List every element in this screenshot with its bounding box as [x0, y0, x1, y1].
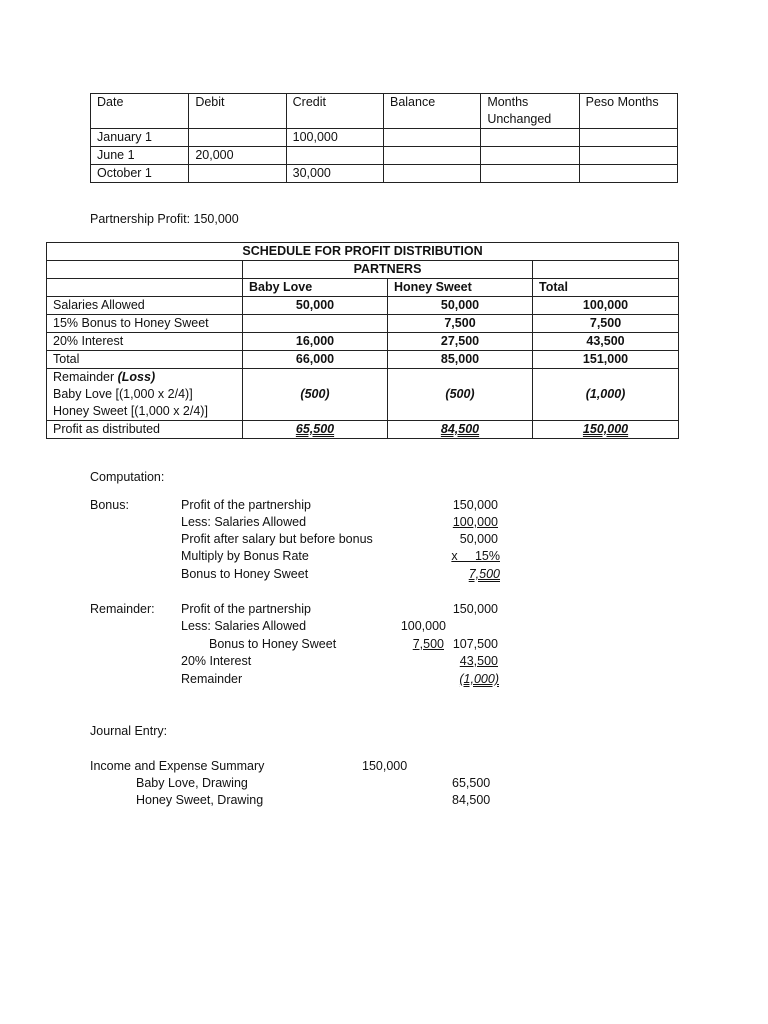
capital-ledger-table — [90, 93, 678, 183]
ledger-balance — [383, 165, 480, 183]
ledger-date: January 1 — [91, 129, 189, 147]
bonus-desc: Profit after salary but before bonus — [181, 532, 373, 546]
row-total: 151,000 — [533, 351, 679, 369]
journal-credit-account: Honey Sweet, Drawing — [136, 793, 264, 807]
row-label: Salaries Allowed — [47, 297, 243, 315]
schedule-row — [47, 351, 679, 369]
ledger-credit — [286, 147, 383, 165]
schedule-subtitle-row — [47, 261, 679, 279]
ledger-debit: 20,000 — [189, 147, 286, 165]
schedule-title-row — [47, 243, 679, 261]
ledger-header-balance: Balance — [383, 94, 480, 129]
row-label: 20% Interest — [47, 333, 243, 351]
remainder-desc: Less: Salaries Allowed — [181, 619, 307, 633]
distributed-honey: 84,500 — [440, 422, 480, 436]
bonus-value: 150,000 — [452, 498, 498, 512]
bonus-value: x 15% — [451, 549, 500, 563]
remainder-label: Remainder — [53, 370, 115, 384]
ledger-peso — [579, 165, 677, 183]
ledger-header-debit: Debit — [189, 94, 286, 129]
row-total: 100,000 — [533, 297, 679, 315]
distributed-total-cell — [533, 421, 679, 439]
schedule-row — [47, 315, 679, 333]
remainder-honey: (500) — [388, 369, 533, 421]
bonus-label: Bonus: — [90, 498, 129, 512]
remainder-label: Remainder: — [90, 602, 155, 616]
remainder-labels — [47, 369, 243, 421]
remainder-desc: Profit of the partnership — [181, 602, 311, 616]
months-line1: Months — [487, 95, 529, 109]
ledger-balance — [383, 147, 480, 165]
ledger-credit: 30,000 — [286, 165, 383, 183]
distributed-total: 150,000 — [582, 422, 629, 436]
remainder-desc: Bonus to Honey Sweet — [209, 637, 337, 651]
row-label: Total — [47, 351, 243, 369]
ledger-row — [91, 165, 678, 183]
remainder-v1: 100,000 — [400, 619, 446, 633]
remainder-v2: 43,500 — [459, 654, 498, 668]
row-total: 43,500 — [533, 333, 679, 351]
blank-cell — [533, 261, 679, 279]
remainder-v2: (1,000) — [459, 672, 499, 686]
ledger-header-date: Date — [91, 94, 189, 129]
row-baby: 16,000 — [243, 333, 388, 351]
remainder-honey-label: Honey Sweet [(1,000 x 2/4)] — [53, 404, 208, 418]
col-total: Total — [533, 279, 679, 297]
journal-debit-amount: 150,000 — [362, 759, 408, 773]
remainder-desc: 20% Interest — [181, 654, 252, 668]
ledger-peso — [579, 129, 677, 147]
ledger-date: October 1 — [91, 165, 189, 183]
ledger-header-months — [481, 94, 579, 129]
bonus-desc: Profit of the partnership — [181, 498, 311, 512]
row-baby — [243, 315, 388, 333]
blank-cell — [47, 279, 243, 297]
bonus-value: 50,000 — [459, 532, 498, 546]
remainder-v1: 7,500 — [412, 637, 444, 651]
partnership-profit-text: Partnership Profit: 150,000 — [90, 212, 239, 226]
ledger-header-credit: Credit — [286, 94, 383, 129]
remainder-baby-label: Baby Love [(1,000 x 2/4)] — [53, 387, 193, 401]
row-baby: 50,000 — [243, 297, 388, 315]
journal-credit-account: Baby Love, Drawing — [136, 776, 248, 790]
row-honey: 7,500 — [388, 315, 533, 333]
journal-credit-amount: 65,500 — [452, 776, 491, 790]
remainder-v2: 150,000 — [452, 602, 498, 616]
computation-heading: Computation: — [90, 470, 165, 484]
bonus-desc: Bonus to Honey Sweet — [181, 567, 309, 581]
bonus-value: 7,500 — [468, 567, 500, 581]
row-honey: 85,000 — [388, 351, 533, 369]
remainder-desc: Remainder — [181, 672, 243, 686]
ledger-debit — [189, 165, 286, 183]
ledger-months — [481, 147, 579, 165]
ledger-peso — [579, 147, 677, 165]
schedule-distributed-row — [47, 421, 679, 439]
ledger-row — [91, 129, 678, 147]
schedule-column-header-row — [47, 279, 679, 297]
remainder-v2: 107,500 — [452, 637, 498, 651]
ledger-row — [91, 147, 678, 165]
schedule-row — [47, 297, 679, 315]
distributed-baby-cell — [243, 421, 388, 439]
ledger-months — [481, 165, 579, 183]
bonus-value: 100,000 — [452, 515, 498, 529]
row-honey: 27,500 — [388, 333, 533, 351]
bonus-desc: Multiply by Bonus Rate — [181, 549, 309, 563]
distributed-label: Profit as distributed — [47, 421, 243, 439]
ledger-date: June 1 — [91, 147, 189, 165]
col-honey-sweet: Honey Sweet — [388, 279, 533, 297]
bonus-desc: Less: Salaries Allowed — [181, 515, 307, 529]
schedule-row — [47, 333, 679, 351]
ledger-balance — [383, 129, 480, 147]
journal-debit-account: Income and Expense Summary — [90, 759, 265, 773]
distributed-baby: 65,500 — [295, 422, 335, 436]
distributed-honey-cell — [388, 421, 533, 439]
ledger-months — [481, 129, 579, 147]
remainder-total: (1,000) — [533, 369, 679, 421]
schedule-partners-heading: PARTNERS — [243, 261, 533, 279]
profit-distribution-schedule — [46, 242, 679, 439]
remainder-loss: (Loss) — [117, 370, 156, 384]
row-baby: 66,000 — [243, 351, 388, 369]
journal-heading: Journal Entry: — [90, 724, 168, 738]
schedule-remainder-row — [47, 369, 679, 421]
remainder-baby: (500) — [243, 369, 388, 421]
blank-cell — [47, 261, 243, 279]
col-baby-love: Baby Love — [243, 279, 388, 297]
schedule-title: SCHEDULE FOR PROFIT DISTRIBUTION — [47, 243, 679, 261]
row-label: 15% Bonus to Honey Sweet — [47, 315, 243, 333]
ledger-debit — [189, 129, 286, 147]
row-honey: 50,000 — [388, 297, 533, 315]
row-total: 7,500 — [533, 315, 679, 333]
ledger-header-peso-months: Peso Months — [579, 94, 677, 129]
ledger-header-row — [91, 94, 678, 129]
journal-credit-amount: 84,500 — [452, 793, 491, 807]
ledger-credit: 100,000 — [286, 129, 383, 147]
months-line2: Unchanged — [487, 112, 552, 126]
